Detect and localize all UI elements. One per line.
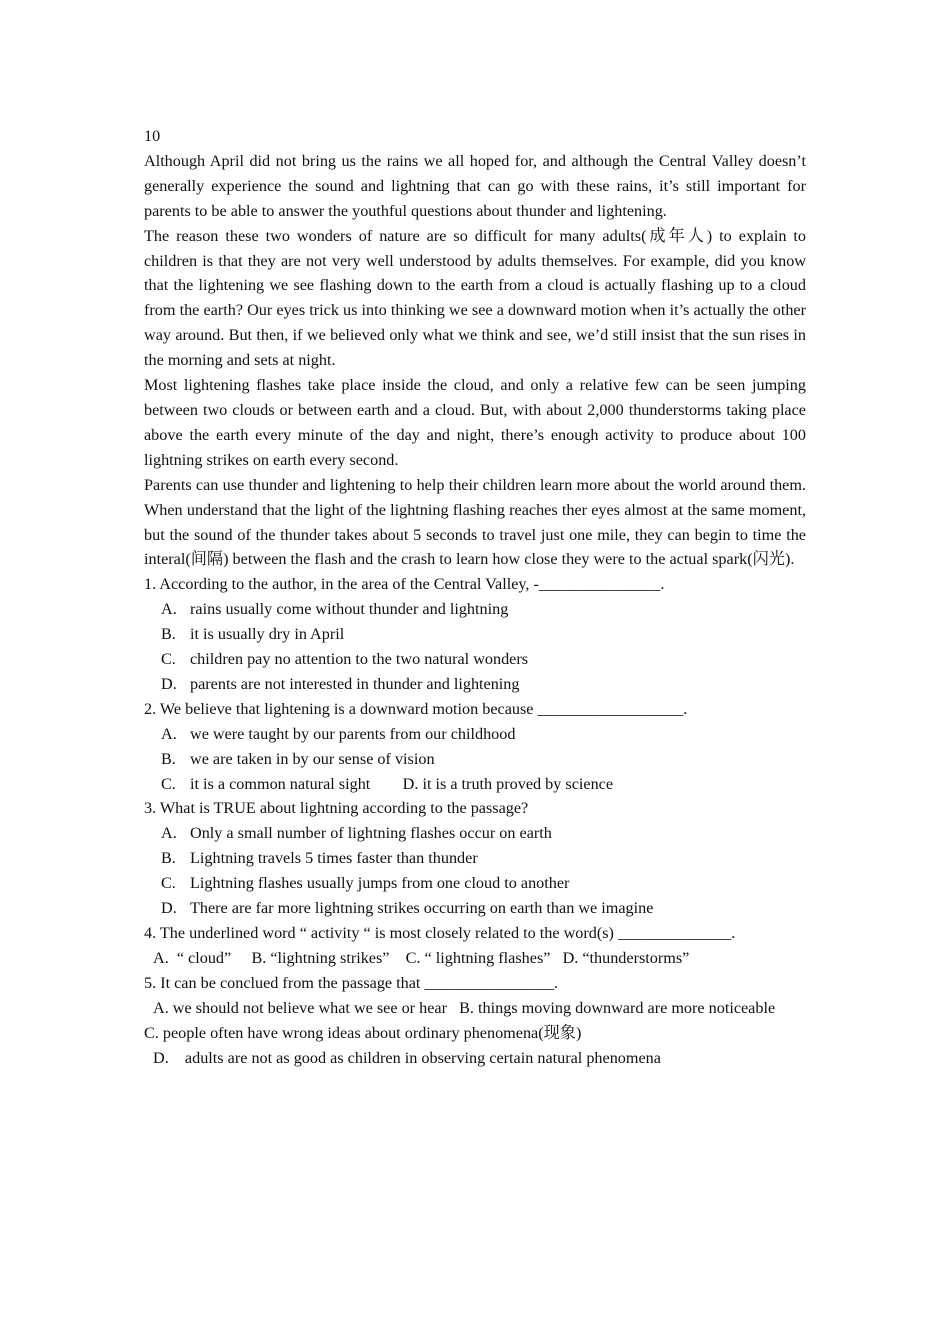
option-letter: A. bbox=[161, 824, 177, 843]
option-letter: C. bbox=[161, 874, 176, 893]
question-3-option-a bbox=[144, 821, 806, 846]
option-letter: B. bbox=[161, 849, 176, 868]
option-text: it is a common natural sight D. it is a truth proved by science bbox=[190, 774, 614, 793]
question-5-options-ab: A. we should not believe what we see or hear B. things moving downward are more noticeable bbox=[153, 998, 776, 1017]
question-3-option-b bbox=[144, 846, 806, 871]
question-4-options: A. “ cloud” B. “lightning strikes” C. “ lightning flashes” D. “thunderstorms” bbox=[153, 948, 690, 967]
question-2-stem: 2. We believe that lightening is a downward motion because __________________. bbox=[144, 699, 688, 718]
question-3-option-c bbox=[144, 871, 806, 896]
option-text: it is usually dry in April bbox=[190, 625, 345, 644]
paragraph-4: Parents can use thunder and lightening to help their children learn more about the world around them. When understand that the light of the lightning flashing reaches ther eyes almost at the same moment, but the sound of the thunder takes about 5 seconds to travel just one mile, they can begin to time the interal(间隔) between the flash and the crash to learn how close they were to the actual spark(闪光). bbox=[144, 475, 806, 569]
option-letter: C. bbox=[161, 774, 176, 793]
question-5-option-d: D. adults are not as good as children in observing certain natural phenomena bbox=[153, 1048, 661, 1067]
question-2-option-b bbox=[144, 747, 806, 772]
option-text: children pay no attention to the two natural wonders bbox=[190, 650, 529, 669]
question-1-option-a bbox=[144, 597, 806, 622]
option-letter: A. bbox=[161, 600, 177, 619]
question-5-option-c: C. people often have wrong ideas about ordinary phenomena(现象) bbox=[144, 1023, 582, 1042]
option-text: Only a small number of lightning flashes occur on earth bbox=[190, 824, 552, 843]
question-1-option-d bbox=[144, 672, 806, 697]
option-text: There are far more lightning strikes occurring on earth than we imagine bbox=[190, 899, 654, 918]
option-text: Lightning flashes usually jumps from one cloud to another bbox=[190, 874, 570, 893]
question-1-option-c bbox=[144, 647, 806, 672]
question-5-stem: 5. It can be conclued from the passage that ________________. bbox=[144, 973, 559, 992]
option-text: parents are not interested in thunder and lightening bbox=[190, 674, 520, 693]
question-number: 10 bbox=[144, 127, 161, 145]
question-3-stem: 3. What is TRUE about lightning according to the passage? bbox=[144, 799, 529, 818]
option-letter: B. bbox=[161, 625, 176, 644]
option-text: Lightning travels 5 times faster than thunder bbox=[190, 849, 478, 868]
option-text: we are taken in by our sense of vision bbox=[190, 749, 435, 768]
paragraph-3: Most lightening flashes take place inside the cloud, and only a relative few can be seen jumping between two clouds or between earth and a cloud. But, with about 2,000 thunderstorms taking place above the earth every minute of the day and night, there’s enough activity to produce about 100 lightning strikes on earth every second. bbox=[144, 376, 806, 469]
option-text: rains usually come without thunder and lightning bbox=[190, 600, 509, 619]
question-2-option-c-d bbox=[144, 772, 806, 797]
question-1-stem: 1. According to the author, in the area of the Central Valley, -_______________. bbox=[144, 575, 665, 594]
option-letter: B. bbox=[161, 749, 176, 768]
paragraph-1: Although April did not bring us the rains we all hoped for, and although the Central Valley doesn’t generally experience the sound and lightning that can go with these rains, it’s still important for parents to be able to answer the youthful questions about thunder and lightening. bbox=[144, 151, 806, 220]
option-letter: D. bbox=[161, 899, 177, 918]
option-letter: C. bbox=[161, 650, 176, 669]
option-text: we were taught by our parents from our childhood bbox=[190, 724, 516, 743]
paragraph-2: The reason these two wonders of nature are so difficult for many adults(成年人) to explain to children is that they are not very well understood by adults themselves. For example, did you know that the lightening we see flashing down to the earth from a cloud is actually flashing up to a cloud from the earth? Our eyes trick us into thinking we see a downward motion when it’s actually the other way around. But then, if we believed only what we think and see, we’d still insist that the sun rises in the morning and sets at night. bbox=[144, 226, 806, 370]
option-letter: A. bbox=[161, 724, 177, 743]
document-page bbox=[144, 124, 806, 1070]
option-letter: D. bbox=[161, 674, 177, 693]
question-2-option-a bbox=[144, 722, 806, 747]
question-1-option-b bbox=[144, 622, 806, 647]
question-4-stem: 4. The underlined word “ activity “ is most closely related to the word(s) ______________. bbox=[144, 924, 736, 942]
question-3-option-d bbox=[144, 896, 806, 921]
